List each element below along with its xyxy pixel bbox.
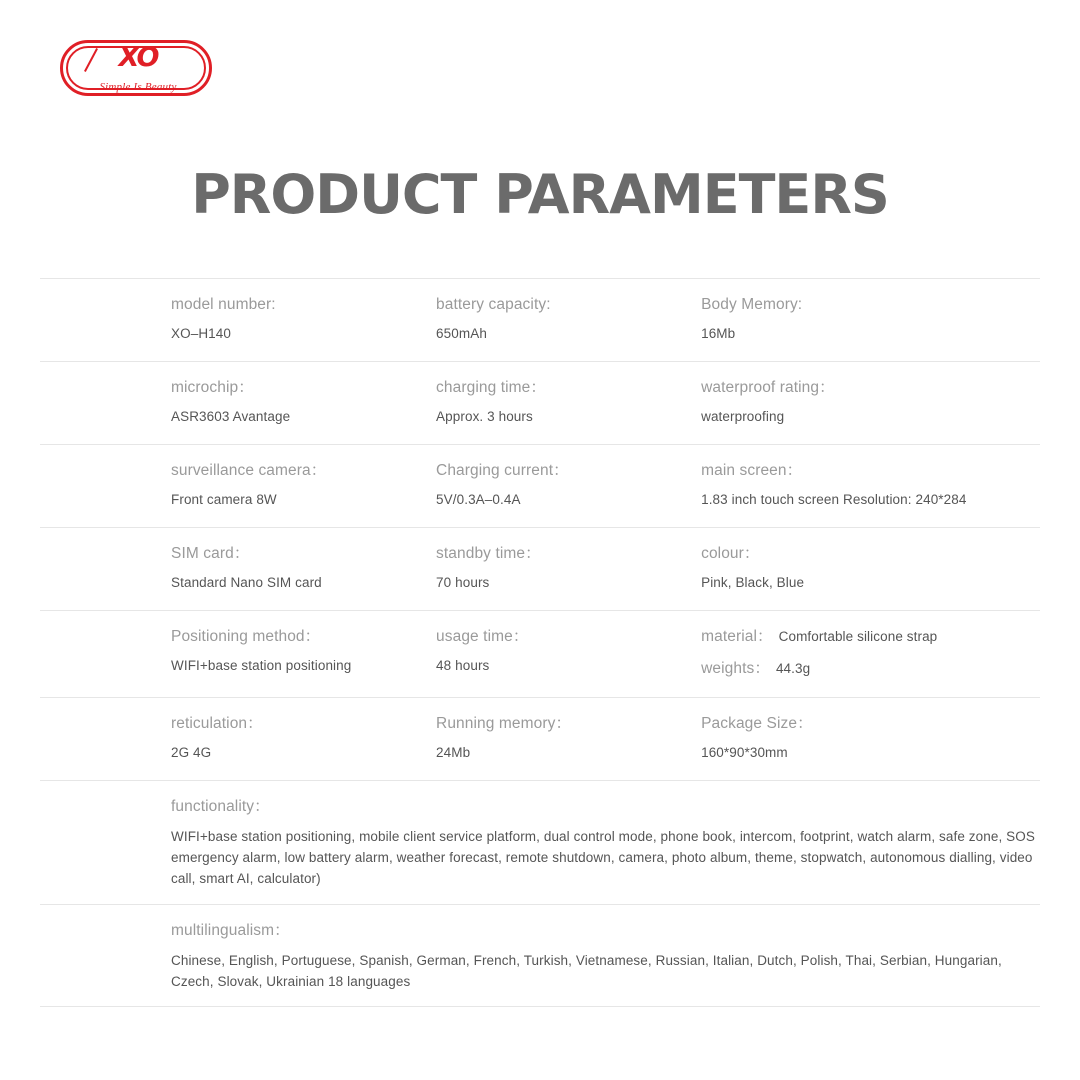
logo-wordmark: XO (118, 42, 158, 73)
spec-label: colour： (701, 544, 760, 562)
spec-label: usage time： (436, 627, 529, 645)
spec-label: microchip： (171, 378, 254, 396)
spec-value: waterproofing (701, 408, 785, 424)
spec-value: 160*90*30mm (701, 744, 788, 760)
spec-cell (701, 542, 1040, 594)
spec-cell (40, 376, 436, 428)
spec-value: XO–H140 (171, 326, 231, 342)
spec-cell (436, 293, 701, 345)
table-row-multilingualism (40, 905, 1040, 1008)
spec-label: material： (701, 627, 773, 645)
spec-cell (436, 712, 701, 764)
spec-label: functionality： (171, 797, 270, 815)
spec-cell (436, 459, 701, 511)
spec-label: reticulation： (171, 714, 263, 732)
spec-label: SIM card： (171, 544, 250, 562)
spec-cell (40, 542, 436, 594)
spec-label: main screen： (701, 461, 803, 479)
spec-value: Comfortable silicone strap (778, 628, 938, 644)
page-title: PRODUCT PARAMETERS (191, 163, 889, 226)
spec-value: Approx. 3 hours (436, 408, 533, 424)
spec-label: Package Size： (701, 714, 813, 732)
spec-table (40, 278, 1040, 1007)
spec-cell (701, 712, 1040, 764)
spec-value-weights: 44.3g (775, 660, 811, 676)
spec-value: Chinese, English, Portuguese, Spanish, German, French, Turkish, Vietnamese, Russian, Italian, Dutch, Polish, Thai, Serbian, Hungarian, Czech, Slovak, Ukrainian 18 languages (171, 952, 1002, 990)
table-row (40, 362, 1040, 445)
spec-label: charging time： (436, 378, 546, 396)
spec-cell (701, 293, 1040, 345)
spec-label: Running memory： (436, 714, 572, 732)
spec-label: Body Memory: (701, 296, 803, 313)
spec-label: surveillance camera： (171, 461, 327, 479)
table-row-functionality (40, 781, 1040, 905)
logo-tagline: Simple Is Beauty (99, 81, 177, 93)
spec-cell (436, 625, 701, 681)
spec-value: Front camera 8W (171, 491, 277, 507)
spec-cell (40, 625, 436, 681)
spec-label: multilingualism： (171, 921, 290, 939)
table-row (40, 698, 1040, 781)
spec-label-weights: weights： (701, 659, 770, 677)
table-row (40, 528, 1040, 611)
spec-cell (436, 376, 701, 428)
spec-value: 16Mb (701, 326, 736, 342)
spec-label: Charging current： (436, 461, 569, 479)
spec-cell (701, 376, 1040, 428)
spec-label: battery capacity: (436, 296, 551, 313)
spec-value: 70 hours (436, 574, 490, 590)
spec-value: 5V/0.3A–0.4A (436, 491, 521, 507)
spec-cell (40, 459, 436, 511)
spec-label: model number: (171, 296, 276, 313)
spec-value: 24Mb (436, 744, 471, 760)
xo-logo (60, 40, 216, 98)
spec-value: Pink, Black, Blue (701, 574, 805, 590)
table-row (40, 278, 1040, 362)
spec-value: 650mAh (436, 326, 487, 342)
spec-cell (40, 712, 436, 764)
spec-value: WIFI+base station positioning, mobile client service platform, dual control mode, phone book, intercom, footprint, watch alarm, safe zone, SOS emergency alarm, low battery alarm, weather forecast, remote shutdown, camera, photo album, theme, stopwatch, autonomous dialling, video call, smart AI, calculator) (171, 828, 1035, 887)
table-row (40, 611, 1040, 698)
spec-value: 48 hours (436, 657, 490, 673)
spec-label: Positioning method： (171, 627, 321, 645)
spec-value: 1.83 inch touch screen Resolution: 240*284 (701, 491, 967, 507)
spec-cell (436, 542, 701, 594)
table-row (40, 445, 1040, 528)
spec-label: waterproof rating： (701, 378, 835, 396)
spec-cell (701, 459, 1040, 511)
spec-value: 2G 4G (171, 744, 212, 760)
spec-value: WIFI+base station positioning (171, 657, 352, 673)
spec-cell (701, 625, 1040, 681)
spec-value: Standard Nano SIM card (171, 574, 322, 590)
spec-label: standby time： (436, 544, 541, 562)
spec-value: ASR3603 Avantage (171, 408, 291, 424)
spec-cell (40, 293, 436, 345)
